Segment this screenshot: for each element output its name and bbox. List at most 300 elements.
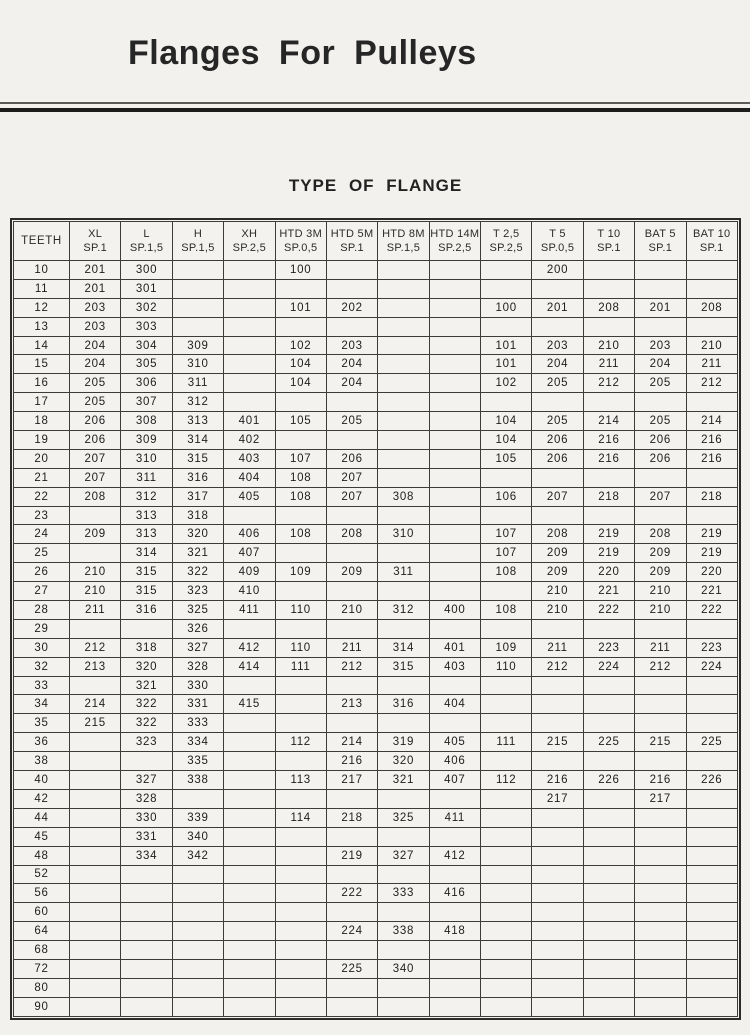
value-cell bbox=[378, 714, 429, 733]
value-cell: 310 bbox=[172, 355, 223, 374]
value-cell bbox=[583, 393, 634, 412]
value-cell bbox=[429, 487, 480, 506]
value-cell: 217 bbox=[326, 771, 377, 790]
value-cell bbox=[172, 317, 223, 336]
value-cell bbox=[481, 619, 532, 638]
value-cell: 216 bbox=[686, 449, 738, 468]
value-cell bbox=[378, 374, 429, 393]
column-header: L SP.1,5 bbox=[121, 222, 172, 261]
value-cell bbox=[275, 865, 326, 884]
teeth-cell: 15 bbox=[14, 355, 70, 374]
value-cell: 327 bbox=[172, 638, 223, 657]
table-row bbox=[14, 582, 738, 601]
value-cell bbox=[224, 922, 275, 941]
value-cell: 321 bbox=[172, 544, 223, 563]
value-cell bbox=[481, 865, 532, 884]
value-cell: 209 bbox=[532, 544, 583, 563]
value-cell: 211 bbox=[532, 638, 583, 657]
value-cell bbox=[275, 903, 326, 922]
table-row bbox=[14, 733, 738, 752]
value-cell bbox=[275, 619, 326, 638]
value-cell: 205 bbox=[635, 374, 686, 393]
teeth-cell: 30 bbox=[14, 638, 70, 657]
value-cell bbox=[686, 808, 738, 827]
teeth-cell: 22 bbox=[14, 487, 70, 506]
value-cell bbox=[583, 789, 634, 808]
value-cell: 311 bbox=[378, 563, 429, 582]
value-cell: 108 bbox=[275, 525, 326, 544]
value-cell bbox=[686, 789, 738, 808]
value-cell bbox=[532, 714, 583, 733]
value-cell: 112 bbox=[275, 733, 326, 752]
value-cell bbox=[326, 903, 377, 922]
value-cell: 340 bbox=[378, 959, 429, 978]
table-row bbox=[14, 525, 738, 544]
value-cell: 212 bbox=[686, 374, 738, 393]
value-cell bbox=[583, 714, 634, 733]
value-cell bbox=[326, 582, 377, 601]
value-cell: 220 bbox=[686, 563, 738, 582]
value-cell: 210 bbox=[686, 336, 738, 355]
column-header: XL SP.1 bbox=[70, 222, 121, 261]
value-cell bbox=[70, 884, 121, 903]
value-cell bbox=[686, 941, 738, 960]
teeth-cell: 27 bbox=[14, 582, 70, 601]
value-cell: 338 bbox=[378, 922, 429, 941]
value-cell bbox=[70, 733, 121, 752]
value-cell bbox=[429, 261, 480, 280]
value-cell: 316 bbox=[172, 468, 223, 487]
value-cell bbox=[635, 978, 686, 997]
value-cell bbox=[326, 789, 377, 808]
teeth-column-header: TEETH bbox=[14, 222, 70, 261]
table-body bbox=[14, 261, 738, 1017]
value-cell bbox=[635, 619, 686, 638]
value-cell bbox=[481, 506, 532, 525]
value-cell bbox=[429, 525, 480, 544]
value-cell: 101 bbox=[481, 336, 532, 355]
teeth-cell: 19 bbox=[14, 431, 70, 450]
value-cell bbox=[429, 903, 480, 922]
value-cell bbox=[481, 261, 532, 280]
value-cell bbox=[429, 827, 480, 846]
value-cell: 414 bbox=[224, 657, 275, 676]
column-header: H SP.1,5 bbox=[172, 222, 223, 261]
value-cell bbox=[326, 714, 377, 733]
table-row bbox=[14, 771, 738, 790]
value-cell: 101 bbox=[275, 298, 326, 317]
value-cell: 317 bbox=[172, 487, 223, 506]
teeth-cell: 17 bbox=[14, 393, 70, 412]
value-cell bbox=[686, 676, 738, 695]
value-cell bbox=[686, 865, 738, 884]
teeth-cell: 80 bbox=[14, 978, 70, 997]
value-cell: 208 bbox=[326, 525, 377, 544]
value-cell: 315 bbox=[121, 563, 172, 582]
value-cell: 201 bbox=[532, 298, 583, 317]
value-cell bbox=[121, 884, 172, 903]
value-cell: 207 bbox=[326, 468, 377, 487]
value-cell bbox=[429, 412, 480, 431]
value-cell bbox=[481, 789, 532, 808]
value-cell: 416 bbox=[429, 884, 480, 903]
value-cell: 108 bbox=[481, 601, 532, 620]
value-cell bbox=[224, 336, 275, 355]
value-cell: 340 bbox=[172, 827, 223, 846]
value-cell bbox=[121, 619, 172, 638]
value-cell: 320 bbox=[378, 752, 429, 771]
table-row bbox=[14, 487, 738, 506]
value-cell: 316 bbox=[121, 601, 172, 620]
value-cell: 203 bbox=[326, 336, 377, 355]
value-cell bbox=[326, 317, 377, 336]
value-cell bbox=[532, 922, 583, 941]
value-cell: 204 bbox=[635, 355, 686, 374]
value-cell bbox=[70, 846, 121, 865]
value-cell bbox=[686, 846, 738, 865]
table-row bbox=[14, 752, 738, 771]
value-cell: 214 bbox=[326, 733, 377, 752]
value-cell bbox=[481, 884, 532, 903]
value-cell bbox=[635, 903, 686, 922]
value-cell: 318 bbox=[172, 506, 223, 525]
value-cell bbox=[224, 959, 275, 978]
table-header bbox=[14, 222, 738, 261]
value-cell bbox=[275, 317, 326, 336]
value-cell bbox=[224, 884, 275, 903]
value-cell bbox=[70, 941, 121, 960]
value-cell bbox=[635, 393, 686, 412]
value-cell: 208 bbox=[635, 525, 686, 544]
value-cell bbox=[275, 582, 326, 601]
value-cell bbox=[583, 978, 634, 997]
value-cell bbox=[583, 676, 634, 695]
value-cell bbox=[532, 752, 583, 771]
value-cell bbox=[481, 468, 532, 487]
value-cell bbox=[429, 468, 480, 487]
teeth-cell: 23 bbox=[14, 506, 70, 525]
value-cell: 303 bbox=[121, 317, 172, 336]
value-cell: 323 bbox=[172, 582, 223, 601]
value-cell: 204 bbox=[326, 374, 377, 393]
value-cell bbox=[275, 997, 326, 1016]
value-cell: 106 bbox=[481, 487, 532, 506]
value-cell: 210 bbox=[635, 601, 686, 620]
value-cell bbox=[635, 997, 686, 1016]
value-cell: 411 bbox=[429, 808, 480, 827]
divider-thin bbox=[0, 102, 750, 104]
value-cell bbox=[121, 959, 172, 978]
value-cell bbox=[583, 808, 634, 827]
table-row bbox=[14, 846, 738, 865]
value-cell bbox=[429, 978, 480, 997]
value-cell bbox=[429, 393, 480, 412]
value-cell: 325 bbox=[378, 808, 429, 827]
value-cell bbox=[70, 959, 121, 978]
value-cell bbox=[635, 827, 686, 846]
value-cell: 206 bbox=[532, 449, 583, 468]
teeth-cell: 12 bbox=[14, 298, 70, 317]
value-cell bbox=[70, 506, 121, 525]
value-cell: 206 bbox=[635, 431, 686, 450]
table-row bbox=[14, 563, 738, 582]
value-cell: 214 bbox=[70, 695, 121, 714]
value-cell bbox=[326, 941, 377, 960]
value-cell bbox=[378, 789, 429, 808]
teeth-cell: 45 bbox=[14, 827, 70, 846]
value-cell bbox=[635, 714, 686, 733]
value-cell bbox=[121, 922, 172, 941]
value-cell bbox=[326, 997, 377, 1016]
value-cell: 312 bbox=[172, 393, 223, 412]
value-cell: 104 bbox=[481, 412, 532, 431]
value-cell bbox=[583, 959, 634, 978]
value-cell bbox=[429, 714, 480, 733]
value-cell: 206 bbox=[70, 431, 121, 450]
value-cell: 310 bbox=[121, 449, 172, 468]
value-cell bbox=[429, 317, 480, 336]
table-row bbox=[14, 298, 738, 317]
divider-thick bbox=[0, 108, 750, 112]
value-cell bbox=[378, 431, 429, 450]
value-cell: 224 bbox=[326, 922, 377, 941]
value-cell: 204 bbox=[532, 355, 583, 374]
value-cell bbox=[275, 544, 326, 563]
value-cell bbox=[532, 676, 583, 695]
value-cell bbox=[224, 789, 275, 808]
teeth-cell: 18 bbox=[14, 412, 70, 431]
value-cell bbox=[275, 714, 326, 733]
teeth-cell: 68 bbox=[14, 941, 70, 960]
value-cell bbox=[326, 865, 377, 884]
value-cell bbox=[481, 752, 532, 771]
value-cell: 219 bbox=[583, 525, 634, 544]
value-cell bbox=[378, 903, 429, 922]
value-cell bbox=[532, 978, 583, 997]
value-cell bbox=[429, 959, 480, 978]
table-row bbox=[14, 827, 738, 846]
value-cell: 105 bbox=[481, 449, 532, 468]
value-cell bbox=[583, 619, 634, 638]
value-cell bbox=[378, 865, 429, 884]
value-cell bbox=[686, 827, 738, 846]
column-header: HTD 5M SP.1 bbox=[326, 222, 377, 261]
value-cell: 334 bbox=[172, 733, 223, 752]
value-cell: 212 bbox=[70, 638, 121, 657]
value-cell bbox=[326, 506, 377, 525]
value-cell: 104 bbox=[481, 431, 532, 450]
value-cell bbox=[326, 544, 377, 563]
value-cell: 205 bbox=[532, 374, 583, 393]
value-cell bbox=[70, 978, 121, 997]
value-cell: 328 bbox=[121, 789, 172, 808]
value-cell bbox=[429, 544, 480, 563]
value-cell bbox=[70, 789, 121, 808]
value-cell bbox=[532, 865, 583, 884]
value-cell: 323 bbox=[121, 733, 172, 752]
value-cell: 222 bbox=[583, 601, 634, 620]
value-cell bbox=[686, 261, 738, 280]
value-cell bbox=[70, 676, 121, 695]
value-cell bbox=[429, 298, 480, 317]
value-cell: 308 bbox=[378, 487, 429, 506]
value-cell: 300 bbox=[121, 261, 172, 280]
value-cell: 412 bbox=[224, 638, 275, 657]
value-cell bbox=[429, 563, 480, 582]
value-cell bbox=[481, 582, 532, 601]
value-cell: 404 bbox=[224, 468, 275, 487]
teeth-cell: 42 bbox=[14, 789, 70, 808]
value-cell: 219 bbox=[686, 525, 738, 544]
value-cell: 310 bbox=[378, 525, 429, 544]
value-cell bbox=[378, 827, 429, 846]
teeth-cell: 56 bbox=[14, 884, 70, 903]
value-cell: 210 bbox=[70, 582, 121, 601]
value-cell: 208 bbox=[532, 525, 583, 544]
value-cell bbox=[532, 317, 583, 336]
value-cell: 207 bbox=[326, 487, 377, 506]
value-cell bbox=[70, 865, 121, 884]
value-cell: 219 bbox=[686, 544, 738, 563]
value-cell: 318 bbox=[121, 638, 172, 657]
value-cell: 107 bbox=[481, 525, 532, 544]
teeth-cell: 72 bbox=[14, 959, 70, 978]
value-cell: 216 bbox=[326, 752, 377, 771]
value-cell: 211 bbox=[635, 638, 686, 657]
value-cell bbox=[686, 619, 738, 638]
value-cell: 203 bbox=[70, 298, 121, 317]
value-cell bbox=[481, 808, 532, 827]
value-cell: 331 bbox=[172, 695, 223, 714]
value-cell bbox=[532, 506, 583, 525]
value-cell bbox=[635, 941, 686, 960]
value-cell: 335 bbox=[172, 752, 223, 771]
value-cell bbox=[635, 261, 686, 280]
teeth-cell: 26 bbox=[14, 563, 70, 582]
value-cell: 226 bbox=[583, 771, 634, 790]
value-cell bbox=[583, 261, 634, 280]
value-cell: 208 bbox=[70, 487, 121, 506]
value-cell bbox=[70, 827, 121, 846]
value-cell bbox=[326, 393, 377, 412]
page-title: Flanges For Pulleys bbox=[128, 34, 477, 72]
teeth-cell: 29 bbox=[14, 619, 70, 638]
value-cell: 107 bbox=[481, 544, 532, 563]
value-cell bbox=[378, 997, 429, 1016]
value-cell bbox=[326, 827, 377, 846]
value-cell bbox=[635, 676, 686, 695]
value-cell bbox=[686, 997, 738, 1016]
value-cell bbox=[70, 922, 121, 941]
value-cell: 102 bbox=[481, 374, 532, 393]
value-cell: 327 bbox=[378, 846, 429, 865]
flange-table-frame bbox=[10, 218, 741, 1020]
value-cell: 213 bbox=[70, 657, 121, 676]
value-cell: 104 bbox=[275, 374, 326, 393]
teeth-cell: 90 bbox=[14, 997, 70, 1016]
value-cell: 412 bbox=[429, 846, 480, 865]
value-cell: 342 bbox=[172, 846, 223, 865]
value-cell bbox=[378, 317, 429, 336]
value-cell bbox=[583, 884, 634, 903]
teeth-cell: 21 bbox=[14, 468, 70, 487]
value-cell: 406 bbox=[224, 525, 275, 544]
column-header: T 10 SP.1 bbox=[583, 222, 634, 261]
value-cell: 210 bbox=[635, 582, 686, 601]
value-cell bbox=[172, 959, 223, 978]
value-cell: 209 bbox=[635, 544, 686, 563]
value-cell: 214 bbox=[686, 412, 738, 431]
value-cell bbox=[429, 506, 480, 525]
value-cell bbox=[481, 959, 532, 978]
value-cell: 309 bbox=[172, 336, 223, 355]
value-cell bbox=[224, 393, 275, 412]
column-header: HTD 14M SP.2,5 bbox=[429, 222, 480, 261]
value-cell bbox=[686, 922, 738, 941]
value-cell: 202 bbox=[326, 298, 377, 317]
value-cell: 206 bbox=[532, 431, 583, 450]
value-cell bbox=[121, 903, 172, 922]
value-cell: 209 bbox=[326, 563, 377, 582]
teeth-cell: 14 bbox=[14, 336, 70, 355]
value-cell: 208 bbox=[583, 298, 634, 317]
column-header: XH SP.2,5 bbox=[224, 222, 275, 261]
value-cell bbox=[70, 752, 121, 771]
value-cell bbox=[635, 506, 686, 525]
value-cell bbox=[686, 959, 738, 978]
value-cell bbox=[429, 997, 480, 1016]
value-cell: 210 bbox=[532, 601, 583, 620]
teeth-cell: 52 bbox=[14, 865, 70, 884]
value-cell bbox=[172, 865, 223, 884]
table-row bbox=[14, 412, 738, 431]
value-cell bbox=[532, 959, 583, 978]
value-cell bbox=[583, 903, 634, 922]
value-cell bbox=[686, 884, 738, 903]
teeth-cell: 44 bbox=[14, 808, 70, 827]
value-cell: 327 bbox=[121, 771, 172, 790]
value-cell bbox=[172, 884, 223, 903]
value-cell: 207 bbox=[70, 449, 121, 468]
value-cell bbox=[378, 393, 429, 412]
value-cell bbox=[429, 619, 480, 638]
value-cell: 211 bbox=[70, 601, 121, 620]
value-cell bbox=[481, 393, 532, 412]
value-cell: 205 bbox=[635, 412, 686, 431]
value-cell bbox=[635, 865, 686, 884]
value-cell: 226 bbox=[686, 771, 738, 790]
value-cell bbox=[378, 619, 429, 638]
value-cell: 217 bbox=[635, 789, 686, 808]
value-cell bbox=[481, 922, 532, 941]
value-cell: 405 bbox=[429, 733, 480, 752]
value-cell bbox=[224, 865, 275, 884]
value-cell: 206 bbox=[70, 412, 121, 431]
table-row bbox=[14, 941, 738, 960]
value-cell: 101 bbox=[481, 355, 532, 374]
value-cell bbox=[429, 676, 480, 695]
table-row bbox=[14, 638, 738, 657]
value-cell: 219 bbox=[583, 544, 634, 563]
value-cell bbox=[429, 449, 480, 468]
column-header: T 5 SP.0,5 bbox=[532, 222, 583, 261]
value-cell bbox=[583, 922, 634, 941]
table-row bbox=[14, 431, 738, 450]
table-row bbox=[14, 676, 738, 695]
value-cell bbox=[224, 752, 275, 771]
value-cell bbox=[635, 468, 686, 487]
value-cell bbox=[121, 865, 172, 884]
